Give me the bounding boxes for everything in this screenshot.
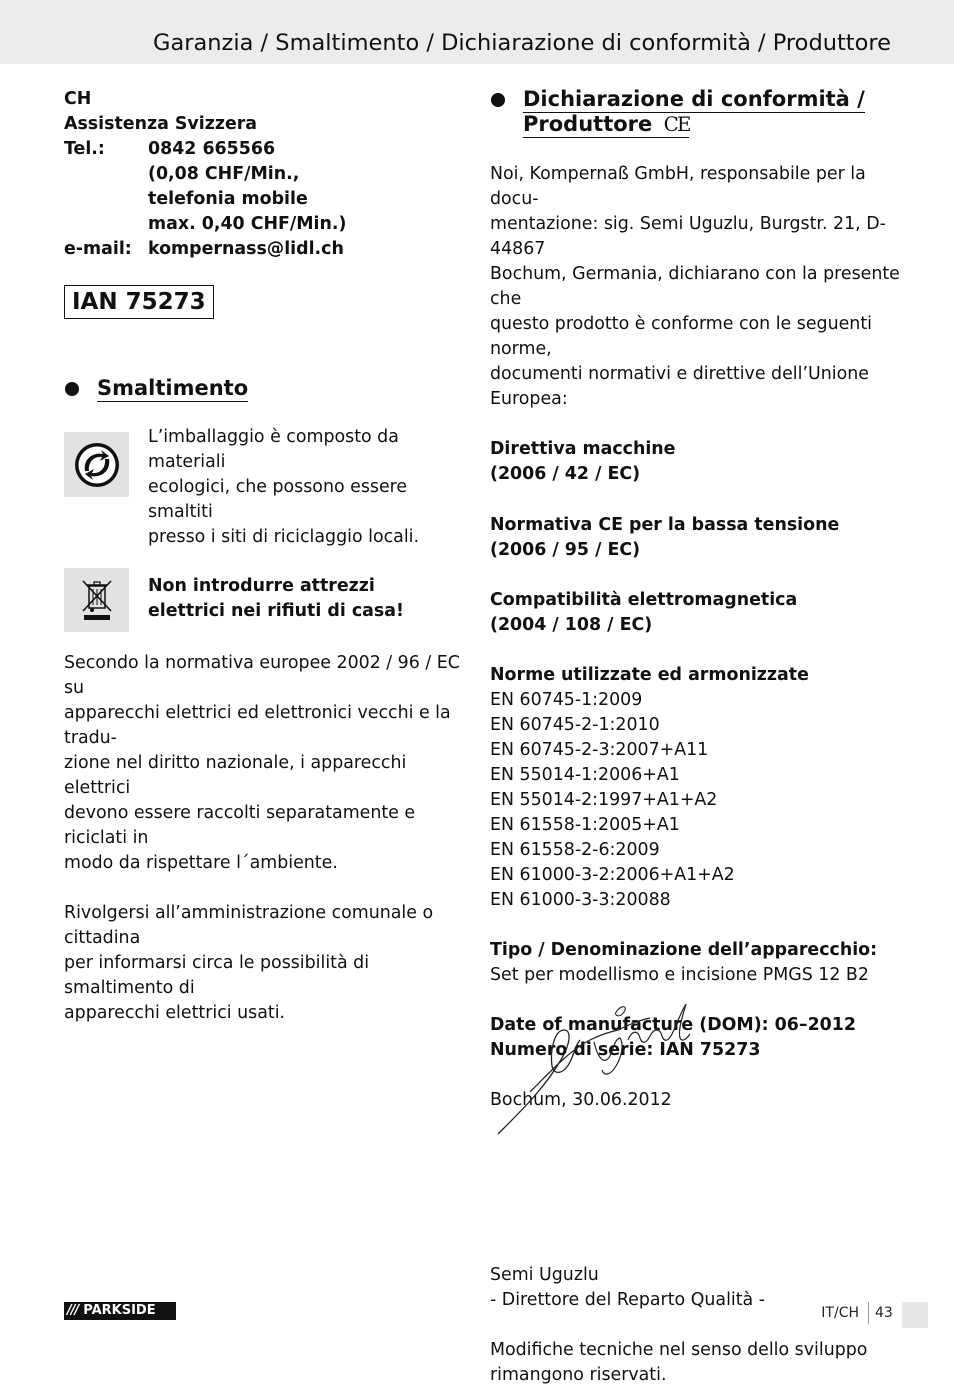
contact-phone-max: max. 0,40 CHF/Min.): [148, 214, 347, 234]
directive-machines: [490, 437, 900, 487]
directive-low-voltage: [490, 513, 900, 563]
directive-code: (2006 / 42 / EC): [490, 464, 641, 484]
packaging-text-line: L’imballaggio è composto da materiali: [148, 427, 399, 472]
left-column: [64, 87, 464, 1026]
directive-code: (2006 / 95 / EC): [490, 540, 641, 560]
page-tab: [902, 1302, 928, 1328]
standard-item: EN 61558-1:2005+A1: [490, 815, 680, 835]
disposal-paragraph-2: [64, 901, 464, 1026]
contact-email-link[interactable]: kompernass@lidl.ch: [148, 239, 344, 259]
contact-email-row: [64, 237, 464, 262]
text-line: mentazione: sig. Semi Uguzlu, Burgstr. 21, D-44867: [490, 214, 886, 259]
ce-mark-icon: CE: [663, 112, 690, 136]
conformity-heading: [490, 87, 900, 137]
standard-item: EN 55014-1:2006+A1: [490, 765, 680, 785]
text-line: rimangono riservati.: [490, 1365, 667, 1385]
signature-image: [490, 1000, 700, 1140]
device-type-block: [490, 938, 900, 988]
conformity-intro: [490, 162, 900, 412]
text-line: modo da rispettare l´ambiente.: [64, 853, 338, 873]
disposal-heading-text: Smaltimento: [97, 376, 249, 400]
logo-slashes: ///: [67, 1303, 79, 1318]
text-line: devono essere raccolti separatamente e riciclati in: [64, 803, 416, 848]
text-line: apparecchi elettrici usati.: [64, 1003, 286, 1023]
text-line: Rivolgersi all’amministrazione comunale o cittadina: [64, 903, 434, 948]
contact-country: CH: [64, 89, 92, 109]
text-line: questo prodotto è conforme con le seguenti norme,: [490, 314, 872, 359]
ian-box: IAN 75273: [64, 285, 214, 319]
contact-service: Assistenza Svizzera: [64, 114, 258, 134]
device-type-label: Tipo / Denominazione dell’apparecchio:: [490, 940, 878, 960]
standard-item: EN 60745-2-3:2007+A11: [490, 740, 709, 760]
device-type-value: Set per modellismo e incisione PMGS 12 B2: [490, 965, 869, 985]
logo-text: PARKSIDE: [83, 1303, 156, 1318]
footer-divider: [868, 1302, 869, 1324]
recycling-icon: [64, 432, 129, 497]
packaging-text-line: ecologici, che possono essere smaltiti: [148, 477, 408, 522]
standards-block: [490, 663, 900, 913]
standard-item: EN 60745-2-1:2010: [490, 715, 660, 735]
signer-name: Semi Uguzlu: [490, 1265, 599, 1285]
page-title: Garanzia / Smaltimento / Dichiarazione di conformità / Produttore: [153, 30, 891, 56]
text-line: Bochum, Germania, dichiarano con la presente che: [490, 264, 900, 309]
serial-number: Numero di serie: IAN 75273: [490, 1040, 761, 1060]
disposal-paragraph-1: [64, 651, 464, 876]
contact-phone-mobile: telefonia mobile: [148, 189, 308, 209]
standard-item: EN 61558-2-6:2009: [490, 840, 660, 860]
standard-item: EN 61000-3-3:20088: [490, 890, 671, 910]
text-line: Secondo la normativa europee 2002 / 96 / EC su: [64, 653, 460, 698]
bullet-icon: [491, 93, 505, 107]
directive-emc: [490, 588, 900, 638]
page-number: 43: [875, 1305, 893, 1321]
signer-role: - Direttore del Reparto Qualità -: [490, 1290, 766, 1310]
bullet-icon: [65, 382, 79, 396]
text-line: apparecchi elettrici ed elettronici vecchi e la tradu-: [64, 703, 451, 748]
text-line: per informarsi circa le possibilità di smaltimento di: [64, 953, 370, 998]
text-line: Noi, Kompernaß GmbH, responsabile per la docu-: [490, 164, 866, 209]
place-date: Bochum, 30.06.2012: [490, 1090, 672, 1110]
header-bar: [0, 0, 954, 64]
disposal-heading: [64, 376, 464, 401]
standard-item: EN 55014-2:1997+A1+A2: [490, 790, 718, 810]
directive-name: Compatibilità elettromagnetica: [490, 590, 798, 610]
contact-phone-label: Tel.:: [64, 139, 105, 159]
standard-item: EN 60745-1:2009: [490, 690, 643, 710]
text-line: Modifiche tecniche nel senso dello sviluppo: [490, 1340, 868, 1360]
parkside-logo: [64, 1302, 176, 1320]
directive-name: Direttiva macchine: [490, 439, 676, 459]
contact-email-label: e-mail:: [64, 239, 132, 259]
contact-phone-row: [64, 137, 464, 237]
conformity-heading-line2: Produttore CE: [523, 112, 690, 136]
standard-item: EN 61000-3-2:2006+A1+A2: [490, 865, 735, 885]
text-line: documenti normativi e direttive dell’Unione Europea:: [490, 364, 869, 409]
conformity-heading-line1: Dichiarazione di conformità /: [523, 87, 865, 111]
text-line: zione nel diritto nazionale, i apparecchi elettrici: [64, 753, 407, 798]
weee-warning-line: Non introdurre attrezzi: [148, 576, 375, 596]
date-of-manufacture: Date of manufacture (DOM): 06–2012: [490, 1015, 856, 1035]
language-code: IT/CH: [821, 1305, 859, 1321]
closing-note: [490, 1338, 900, 1388]
packaging-text-line: presso i siti di riciclaggio locali.: [148, 527, 420, 547]
directive-code: (2004 / 108 / EC): [490, 615, 653, 635]
packaging-row: [64, 425, 464, 550]
crossed-bin-icon: [64, 568, 129, 632]
contact-phone-number: 0842 665566: [148, 139, 276, 159]
contact-phone-rate: (0,08 CHF/Min.,: [148, 164, 300, 184]
directive-name: Normativa CE per la bassa tensione: [490, 515, 840, 535]
standards-heading: Norme utilizzate ed armonizzate: [490, 665, 809, 685]
weee-row: [64, 568, 464, 632]
right-column: [490, 87, 900, 1388]
weee-warning-line: elettrici nei rifiuti di casa!: [148, 601, 404, 621]
